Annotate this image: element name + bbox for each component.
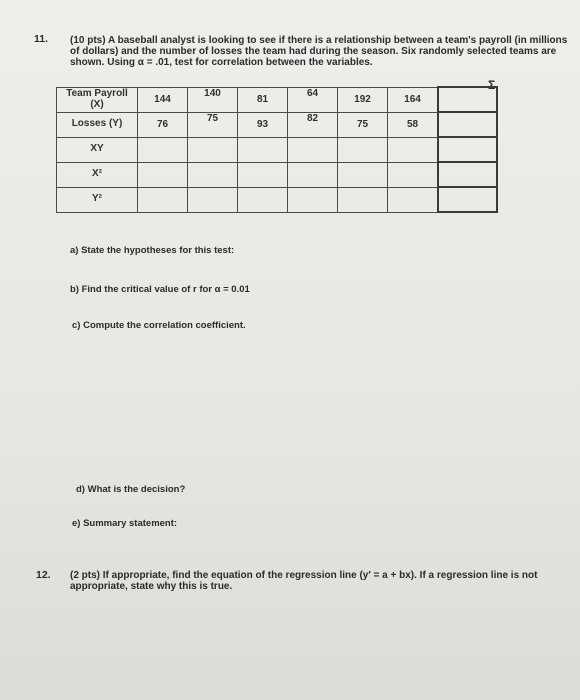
question-11-text-line-2: of dollars) and the number of losses the team had during the season. Six randomly selected teams are bbox=[70, 46, 557, 57]
table-cell[interactable] bbox=[188, 187, 238, 212]
table-cell[interactable] bbox=[338, 162, 388, 187]
table-cell[interactable] bbox=[238, 162, 288, 187]
part-c-prompt: c) Compute the correlation coefficient. bbox=[72, 320, 246, 331]
table-row bbox=[57, 187, 498, 212]
row-label bbox=[57, 187, 138, 212]
question-12-number: 12. bbox=[36, 569, 51, 581]
row-label-line-2: (X) bbox=[90, 98, 104, 110]
row-label bbox=[57, 112, 138, 137]
sum-cell[interactable] bbox=[438, 187, 497, 212]
row-label-line-1: Losses (Y) bbox=[71, 118, 123, 130]
row-label bbox=[57, 87, 138, 112]
table-cell[interactable]: 93 bbox=[238, 112, 288, 137]
table-cell[interactable] bbox=[138, 187, 188, 212]
row-label bbox=[57, 137, 138, 162]
table-cell[interactable]: 58 bbox=[388, 112, 439, 137]
table-cell[interactable]: 75 bbox=[338, 112, 388, 137]
row-label-line-1: Y² bbox=[92, 193, 102, 205]
row-label-line-1: XY bbox=[90, 143, 104, 155]
part-a-prompt: a) State the hypotheses for this test: bbox=[70, 245, 235, 256]
part-d-prompt: d) What is the decision? bbox=[76, 484, 186, 495]
question-11-text-line-3: shown. Using α = .01, test for correlation between the variables. bbox=[70, 57, 373, 68]
sum-cell[interactable] bbox=[438, 87, 497, 112]
part-b-prompt: b) Find the critical value of r for α = 0.01 bbox=[70, 284, 250, 295]
row-label bbox=[57, 162, 138, 187]
table-cell[interactable] bbox=[338, 137, 388, 162]
table-row bbox=[57, 162, 498, 187]
table-cell[interactable] bbox=[138, 137, 188, 162]
table-cell[interactable] bbox=[238, 187, 288, 212]
table-cell[interactable]: 75 bbox=[188, 112, 238, 137]
table-cell[interactable]: 140 bbox=[188, 87, 238, 112]
question-11-number: 11. bbox=[34, 33, 49, 45]
table-row bbox=[57, 87, 498, 112]
table-cell[interactable] bbox=[188, 137, 238, 162]
table-cell[interactable] bbox=[388, 187, 439, 212]
question-12-text-line-2: appropriate, state why this is true. bbox=[70, 581, 233, 592]
row-label-line-1: X² bbox=[92, 168, 102, 180]
table-cell[interactable] bbox=[388, 162, 439, 187]
table-cell[interactable] bbox=[238, 137, 288, 162]
part-e-prompt: e) Summary statement: bbox=[72, 518, 178, 529]
table-cell[interactable] bbox=[188, 162, 238, 187]
sum-cell[interactable] bbox=[438, 162, 497, 187]
table-cell[interactable] bbox=[288, 137, 338, 162]
sum-cell[interactable] bbox=[438, 112, 497, 137]
table-cell[interactable]: 82 bbox=[288, 112, 338, 137]
row-label-line-1: Team Payroll bbox=[66, 88, 128, 99]
question-11-text-line-1: (10 pts) A baseball analyst is looking to see if there is a relationship between a team's payroll (in millions bbox=[70, 35, 568, 46]
table-cell[interactable] bbox=[288, 187, 338, 212]
table-cell[interactable]: 144 bbox=[138, 87, 188, 112]
data-table-wrapper bbox=[56, 86, 498, 213]
table-cell[interactable]: 164 bbox=[388, 87, 439, 112]
table-cell[interactable] bbox=[138, 162, 188, 187]
data-table bbox=[56, 86, 498, 213]
table-cell[interactable]: 64 bbox=[288, 87, 338, 112]
table-cell[interactable] bbox=[338, 187, 388, 212]
table-cell[interactable] bbox=[288, 162, 338, 187]
table-cell[interactable]: 76 bbox=[138, 112, 188, 137]
table-row bbox=[57, 137, 498, 162]
sigma-sum-header: Σ bbox=[488, 78, 496, 92]
table-cell[interactable] bbox=[388, 137, 439, 162]
table-cell[interactable]: 81 bbox=[238, 87, 288, 112]
sum-cell[interactable] bbox=[438, 137, 497, 162]
question-12-text-line-1: (2 pts) If appropriate, find the equation of the regression line (y′ = a + bx). If a regression line is not bbox=[70, 570, 538, 581]
table-row bbox=[57, 112, 498, 137]
table-cell[interactable]: 192 bbox=[338, 87, 388, 112]
